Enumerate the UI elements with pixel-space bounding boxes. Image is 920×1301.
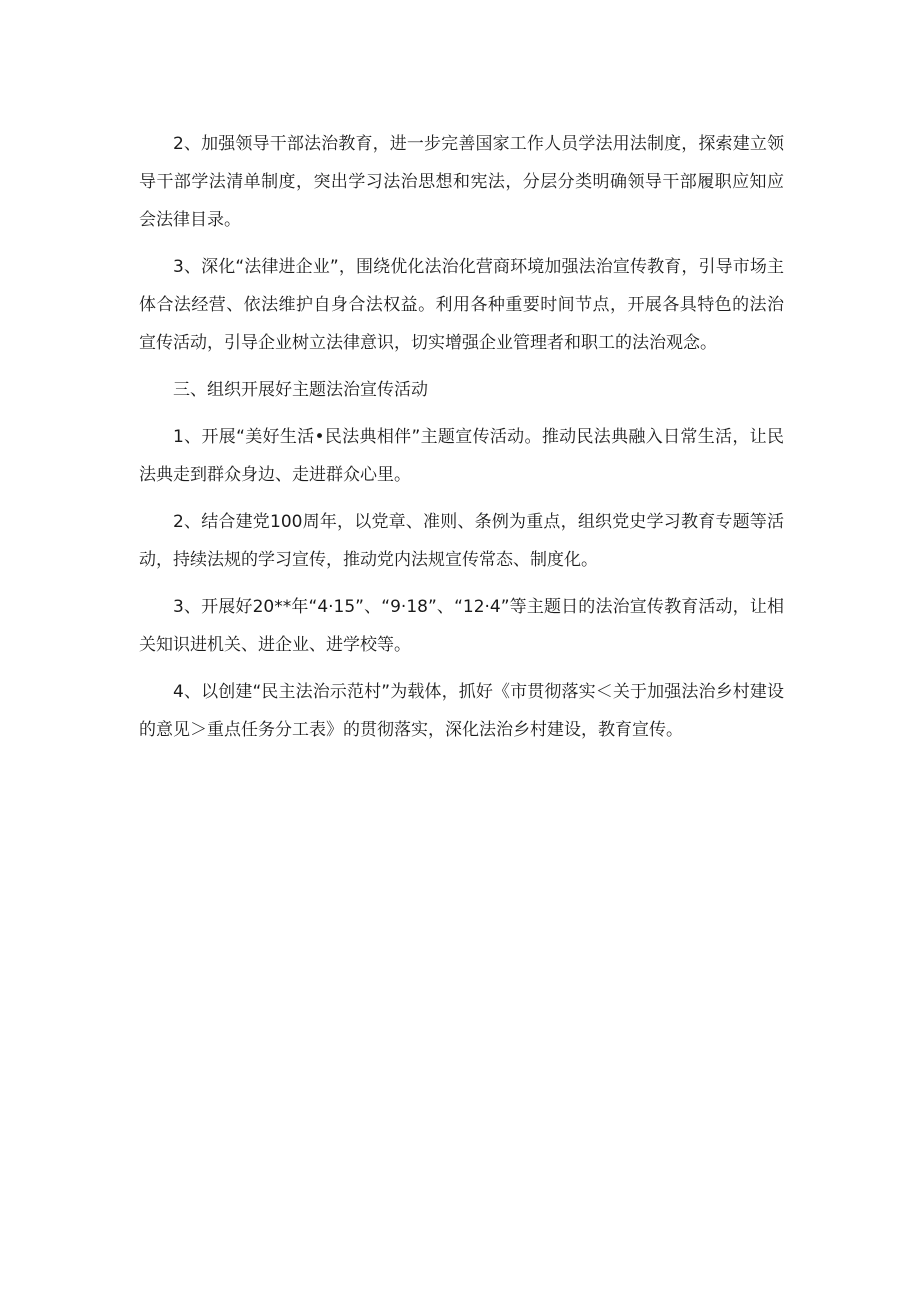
paragraph-civil-code-campaign: 1、开展“美好生活•民法典相伴”主题宣传活动。推动民法典融入日常生活，让民法典走到群众身边、走进群众心里。 (139, 427, 784, 485)
paragraph-party-centenary: 2、结合建党100周年，以党章、准则、条例为重点，组织党史学习教育专题等活动，持续法规的学习宣传，推动党内法规宣传常态、制度化。 (139, 512, 784, 570)
paragraph-model-village: 4、以创建“民主法治示范村”为载体，抓好《市贯彻落实＜关于加强法治乡村建设的意见＞重点任务分工表》的贯彻落实，深化法治乡村建设，教育宣传。 (139, 682, 784, 740)
paragraph-law-into-enterprises: 3、深化“法律进企业”，围绕优化法治化营商环境加强法治宣传教育，引导市场主体合法经营、依法维护自身合法权益。利用各种重要时间节点，开展各具特色的法治宣传活动，引导企业树立法律意识，切实增强企业管理者和职工的法治观念。 (139, 257, 784, 353)
section-heading-theme-activities: 三、组织开展好主题法治宣传活动 (173, 380, 428, 400)
paragraph-theme-days: 3、开展好20**年“4·15”、“9·18”、“12·4”等主题日的法治宣传教育活动，让相关知识进机关、进企业、进学校等。 (139, 597, 784, 655)
paragraph-leader-education: 2、加强领导干部法治教育，进一步完善国家工作人员学法用法制度，探索建立领导干部学法清单制度，突出学习法治思想和宪法，分层分类明确领导干部履职应知应会法律目录。 (139, 134, 784, 230)
document-body (139, 125, 784, 758)
